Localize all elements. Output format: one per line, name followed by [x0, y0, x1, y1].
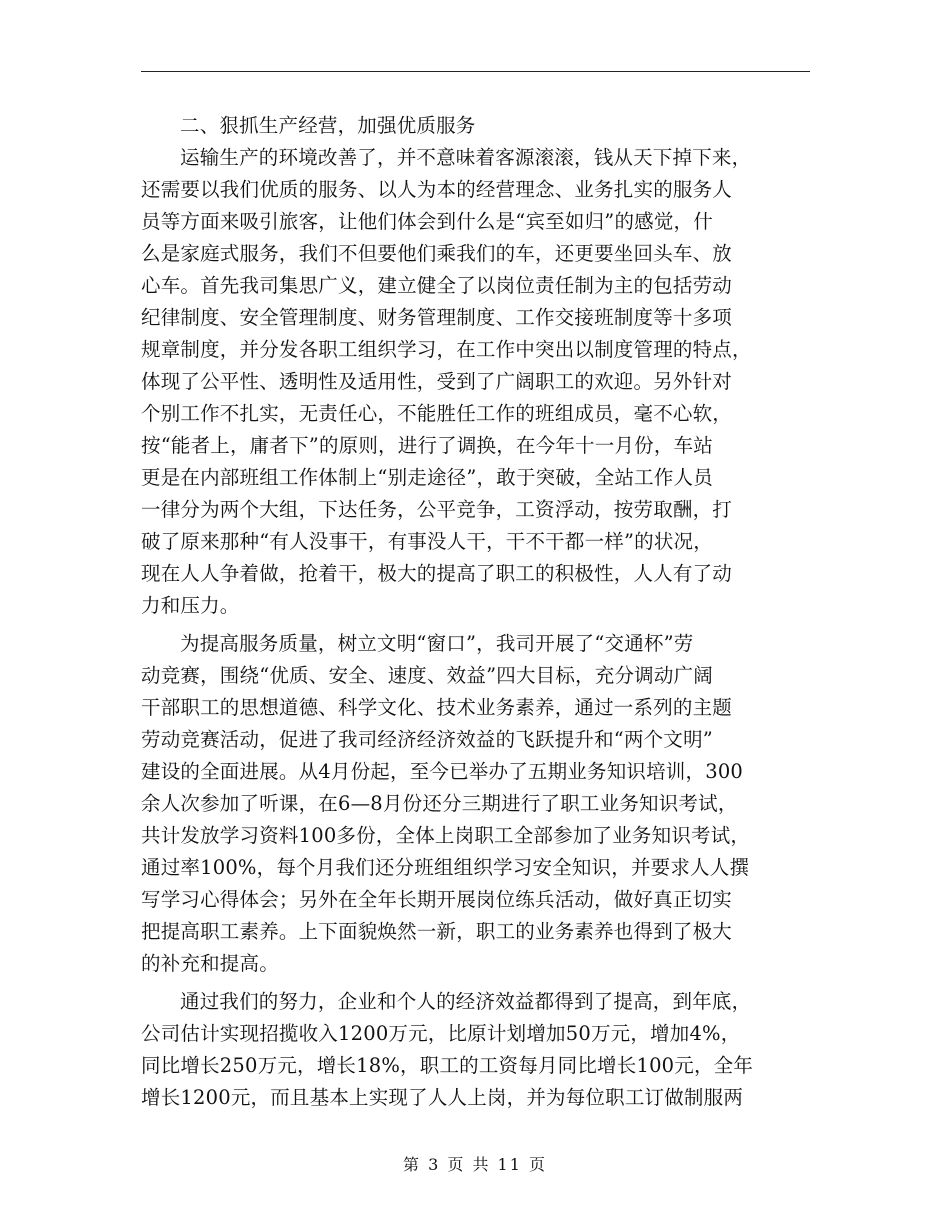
paragraph	[141, 628, 810, 980]
page-footer: 第 3 页 共 11 页	[403, 1155, 547, 1174]
text-line: 劳动竞赛活动，促进了我司经济经济效益的飞跃提升和“两个文明”	[141, 728, 713, 751]
text-line: 员等方面来吸引旅客，让他们体会到什么是“宾至如归”的感觉，什	[141, 210, 713, 233]
text-line: 通过率100%，每个月我们还分班组组织学习安全知识，并要求人人撰	[141, 856, 750, 879]
text-line: 把提高职工素养。上下面貌焕然一新，职工的业务素养也得到了极大	[141, 920, 733, 943]
text-line: 一律分为两个大组，下达任务，公平竞争，工资浮动，按劳取酬，打	[141, 498, 733, 521]
text-line: 个别工作不扎实，无责任心，不能胜任工作的班组成员，毫不心软，	[141, 402, 733, 425]
paragraph	[141, 142, 810, 622]
text-line: 规章制度，并分发各职工组织学习，在工作中突出以制度管理的特点，	[141, 338, 752, 361]
text-line: 现在人人争着做，抢着干，极大的提高了职工的积极性，人人有了动	[141, 562, 733, 585]
text-line: 按“能者上，庸者下”的原则，进行了调换，在今年十一月份，车站	[141, 434, 713, 457]
text-line: 动竞赛，围绕“优质、安全、速度、效益”四大目标，充分调动广阔	[141, 664, 713, 687]
section-heading: 二、狠抓生产经营，加强优质服务	[180, 114, 476, 137]
document-body	[141, 110, 810, 1114]
text-line: 同比增长250万元，增长18%，职工的工资每月同比增长100元，全年	[141, 1054, 754, 1077]
text-line: 写学习心得体会；另外在全年长期开展岗位练兵活动，做好真正切实	[141, 888, 733, 911]
text-line: 建设的全面进展。从4月份起，至今已举办了五期业务知识培训，300	[141, 760, 744, 783]
text-line: 力和压力。	[141, 594, 240, 617]
text-line: 余人次参加了听课，在6—8月份还分三期进行了职工业务知识考试，	[141, 792, 738, 815]
text-line: 干部职工的思想道德、科学文化、技术业务素养，通过一系列的主题	[141, 696, 733, 719]
text-line: 破了原来那种“有人没事干，有事没人干，干不干都一样”的状况，	[141, 530, 713, 553]
text-line: 么是家庭式服务，我们不但要他们乘我们的车，还更要坐回头车、放	[141, 242, 733, 265]
text-line: 公司估计实现招揽收入1200万元，比原计划增加50万元，增加4%，	[141, 1022, 741, 1045]
text-line: 增长1200元，而且基本上实现了人人上岗，并为每位职工订做制服两	[141, 1086, 744, 1109]
text-line: 纪律制度、安全管理制度、财务管理制度、工作交接班制度等十多项	[141, 306, 733, 329]
text-line: 运输生产的环境改善了，并不意味着客源滚滚，钱从天下掉下来，	[180, 146, 752, 169]
text-line: 更是在内部班组工作体制上“别走途径”，敢于突破，全站工作人员	[141, 466, 713, 489]
text-line: 还需要以我们优质的服务、以人为本的经营理念、业务扎实的服务人	[141, 178, 733, 201]
text-line: 的补充和提高。	[141, 952, 279, 975]
header-rule	[141, 71, 810, 72]
text-line: 共计发放学习资料100多份，全体上岗职工全部参加了业务知识考试，	[141, 824, 751, 847]
paragraph	[141, 986, 810, 1114]
text-line: 为提高服务质量，树立文明“窗口”，我司开展了“交通杯”劳	[180, 632, 694, 655]
text-line: 通过我们的努力，企业和个人的经济效益都得到了提高，到年底，	[180, 990, 752, 1013]
text-line: 体现了公平性、透明性及适用性，受到了广阔职工的欢迎。另外针对	[141, 370, 733, 393]
text-line: 心车。首先我司集思广义，建立健全了以岗位责任制为主的包括劳动	[141, 274, 733, 297]
